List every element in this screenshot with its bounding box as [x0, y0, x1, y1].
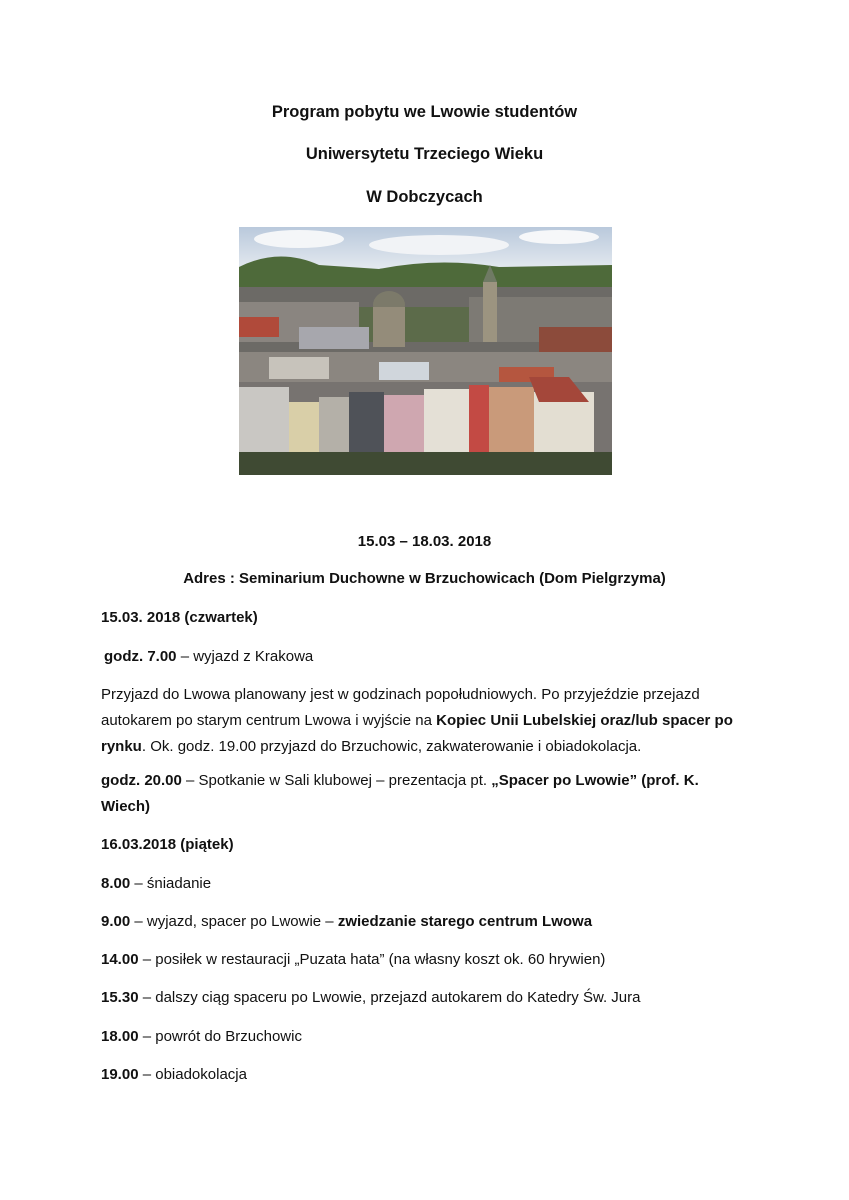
schedule-item	[101, 871, 761, 897]
trip-dates: 15.03 – 18.03. 2018	[357, 533, 492, 550]
item-text: – posiłek w restauracji „Puzata hata” (na własny koszt ok. 60 hrywien)	[138, 951, 606, 968]
day1-departure	[104, 644, 764, 670]
arrival-highlight: Kopiec Unii Lubelskiej oraz/lub spacer po rynku	[101, 712, 733, 755]
item-time: 19.00	[101, 1066, 139, 1083]
schedule-item	[101, 909, 761, 935]
item-time: 14.00	[101, 951, 139, 968]
departure-time: godz. 7.00	[104, 648, 177, 665]
title-line-2: Uniwersytetu Trzeciego Wieku	[305, 145, 544, 163]
day1-arrival-paragraph	[101, 682, 751, 760]
item-text: – dalszy ciąg spaceru po Lwowie, przejazd autokarem do Katedry Św. Jura	[138, 989, 641, 1006]
title-line-3: W Dobczycach	[366, 188, 483, 206]
address: Adres : Seminarium Duchowne w Brzuchowicach (Dom Pielgrzyma)	[183, 570, 666, 587]
arrival-text-a: Przyjazd do Lwowa planowany jest w godzinach popołudniowych. Po przyjeździe przejazd autokarem po starym centrum Lwowa i wyjście na	[101, 686, 700, 729]
schedule-item	[101, 947, 761, 973]
evening-highlight: „Spacer po Lwowie” (prof. K. Wiech)	[101, 772, 699, 815]
evening-time: godz. 20.00	[101, 772, 182, 789]
day1-heading: 15.03. 2018 (czwartek)	[101, 609, 258, 626]
item-text: – powrót do Brzuchowic	[138, 1028, 302, 1045]
title-line-1: Program pobytu we Lwowie studentów	[271, 103, 578, 121]
item-text: – wyjazd, spacer po Lwowie –	[130, 913, 338, 930]
arrival-text-b: . Ok. godz. 19.00 przyjazd do Brzuchowic, zakwaterowanie i obiadokolacja.	[141, 738, 642, 755]
departure-text: – wyjazd z Krakowa	[176, 648, 314, 665]
schedule-item	[101, 985, 761, 1011]
item-text: – obiadokolacja	[138, 1066, 247, 1083]
schedule-item	[101, 1062, 761, 1088]
evening-text: – Spotkanie w Sali klubowej – prezentacja pt.	[181, 772, 492, 789]
item-time: 8.00	[101, 875, 131, 892]
lviv-panorama-photo	[239, 227, 612, 475]
item-time: 9.00	[101, 913, 131, 930]
day2-heading: 16.03.2018 (piątek)	[101, 836, 234, 853]
item-time: 18.00	[101, 1028, 139, 1045]
item-text: – śniadanie	[130, 875, 212, 892]
schedule-item	[101, 1024, 761, 1050]
item-time: 15.30	[101, 989, 139, 1006]
day1-evening	[101, 768, 731, 820]
item-highlight: zwiedzanie starego centrum Lwowa	[337, 913, 593, 930]
